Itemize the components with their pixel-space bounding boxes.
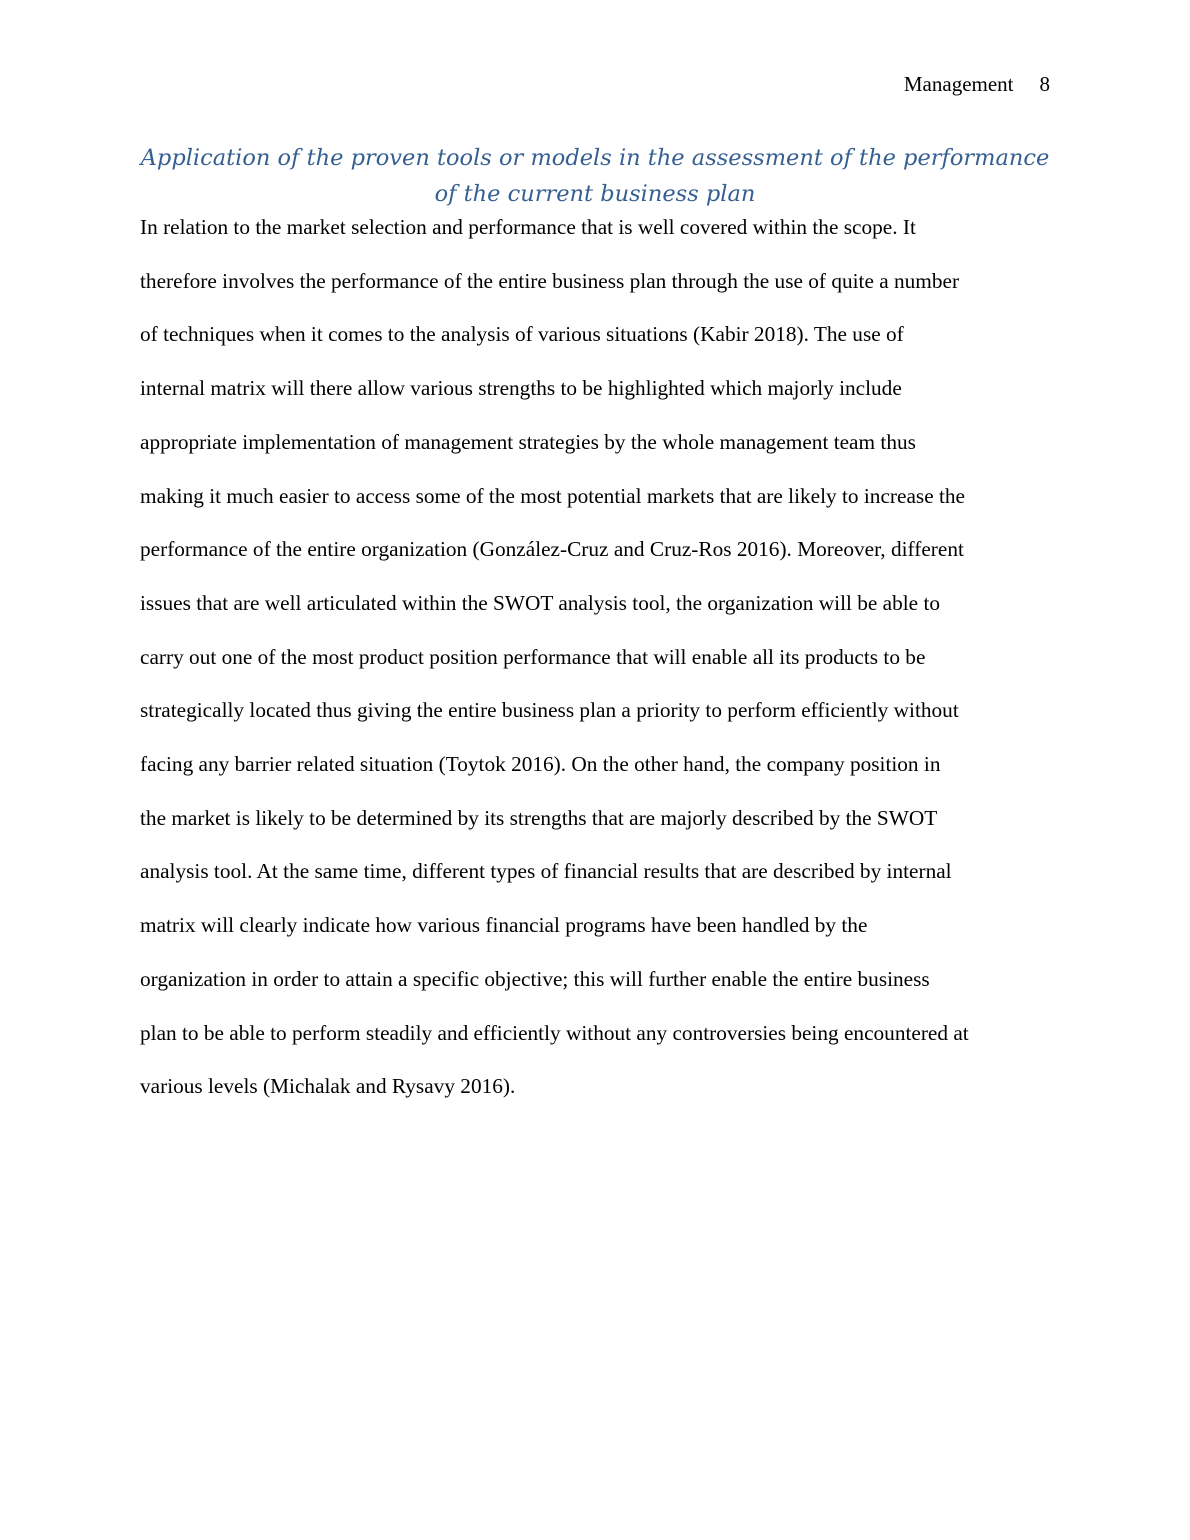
paragraph-line: internal matrix will there allow various strengths to be highlighted which majorly include xyxy=(140,376,902,401)
paragraph-line: performance of the entire organization (González-Cruz and Cruz-Ros 2016). Moreover, different xyxy=(140,537,964,562)
running-head-title: Management xyxy=(903,72,1014,96)
paragraph-line: organization in order to attain a specific objective; this will further enable the entire business xyxy=(140,966,930,991)
paragraph-line: of techniques when it comes to the analysis of various situations (Kabir 2018). The use of xyxy=(140,322,904,347)
running-head xyxy=(904,70,1050,98)
paragraph-line: In relation to the market selection and performance that is well covered within the scope. It xyxy=(140,215,916,239)
paragraph-line: issues that are well articulated within the SWOT analysis tool, the organization will be able to xyxy=(140,590,941,615)
paragraph-line: matrix will clearly indicate how various financial programs have been handled by the xyxy=(140,913,868,938)
paragraph-line: the market is likely to be determined by its strengths that are majorly described by the SWOT xyxy=(140,805,938,830)
paragraph-line: facing any barrier related situation (Toytok 2016). On the other hand, the company position in xyxy=(140,752,941,777)
paragraph-line: appropriate implementation of management strategies by the whole management team thus xyxy=(140,429,916,454)
paragraph-line: therefore involves the performance of the entire business plan through the use of quite a number xyxy=(140,268,960,293)
paragraph-line: various levels (Michalak and Rysavy 2016). xyxy=(140,1074,516,1099)
paragraph-line: analysis tool. At the same time, different types of financial results that are described by internal xyxy=(140,859,952,884)
paragraph-line: plan to be able to perform steadily and efficiently without any controversies being encountered at xyxy=(140,1020,969,1045)
page-number: 8 xyxy=(1039,72,1050,96)
body-paragraph xyxy=(140,201,1052,1114)
section-heading-line-1: Application of the proven tools or models in the assessment of the performance xyxy=(140,145,1050,171)
paragraph-line: strategically located thus giving the entire business plan a priority to perform efficiently without xyxy=(140,698,959,723)
section-heading-line-2: of the current business plan xyxy=(434,181,756,207)
paragraph-line: carry out one of the most product position performance that will enable all its products to be xyxy=(140,644,926,669)
paragraph-line: making it much easier to access some of the most potential markets that are likely to increase the xyxy=(140,483,965,508)
